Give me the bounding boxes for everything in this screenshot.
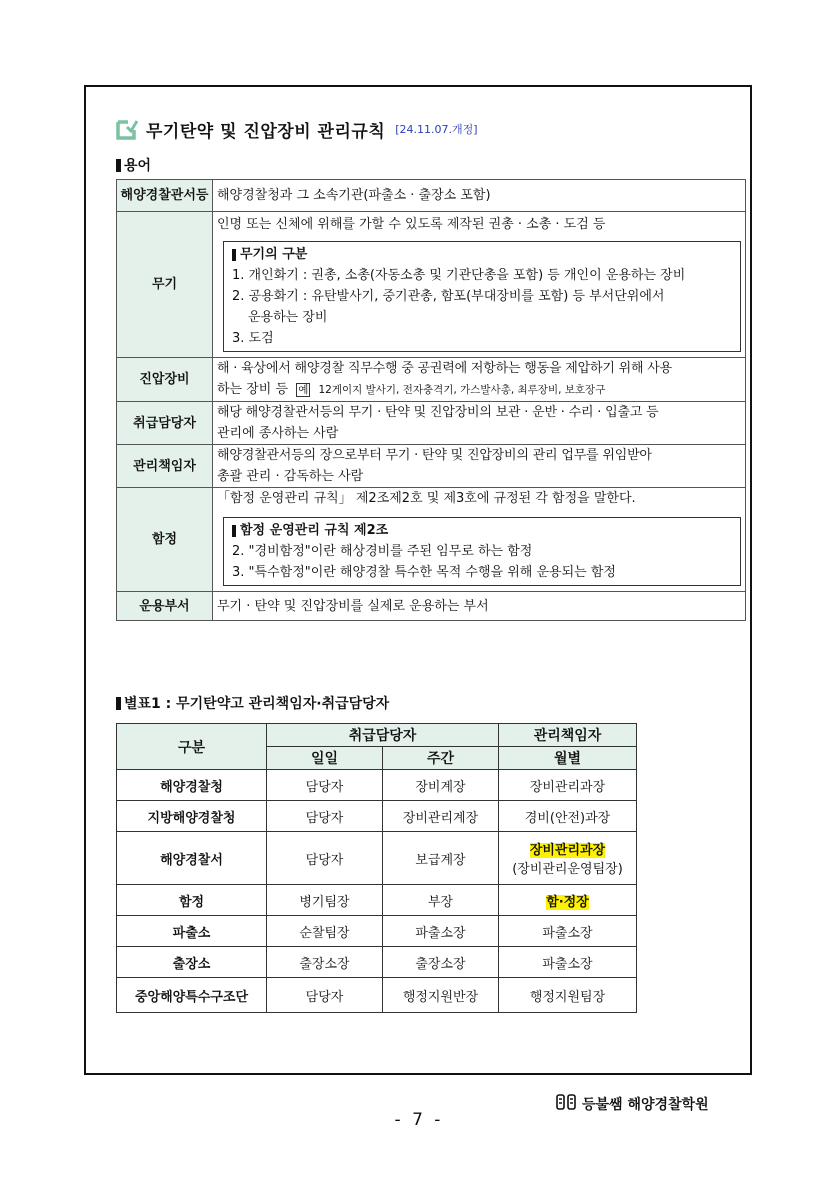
annex-heading: 별표1 : 무기탄약고 관리책임자·취급담당자: [116, 693, 389, 713]
term-label: 운용부서: [117, 592, 213, 621]
table-row: [117, 488, 746, 592]
term-definition: 무기 · 탄약 및 진압장비를 실제로 운용하는 부서: [213, 592, 746, 621]
list-item: 1. 개인화기 : 권총, 소총(자동소총 및 기관단총을 포함) 등 개인이 운용하는 장비: [232, 268, 686, 283]
table-row: [117, 358, 746, 402]
org-cell: 해양경찰청: [117, 770, 267, 801]
term-definition-line2: 하는 장비 등 예 12게이지 발사기, 전자충격기, 가스발사총, 최루장비, 보호장구: [217, 382, 606, 397]
list-item: 3. "특수함정"이란 해양경찰 특수한 목적 수행을 위해 운용되는 함정: [232, 565, 616, 580]
footer-brand: 등불쌤 해양경찰학원: [556, 1093, 709, 1115]
table-row: [117, 916, 637, 947]
bullet-bar-icon: [232, 525, 236, 537]
org-cell: 파출소: [117, 916, 267, 947]
table-row: [117, 801, 637, 832]
monthly-note: (장비관리운영팀장): [512, 862, 623, 877]
term-definition: 해당 해양경찰관서등의 무기 · 탄약 및 진압장비의 보관 · 운반 · 수리 · 입출고 등: [217, 405, 659, 420]
term-label: 무기: [117, 212, 213, 358]
example-list: 12게이지 발사기, 전자충격기, 가스발사총, 최루장비, 보호장구: [318, 384, 606, 396]
title-square-icon: [116, 118, 138, 140]
table-row: [117, 180, 746, 212]
term-definition-cell: [213, 358, 746, 402]
weekly-cell: 부장: [383, 885, 499, 916]
org-cell: 해양경찰서: [117, 832, 267, 885]
table-row: [117, 445, 746, 488]
bullet-bar-icon: [116, 697, 121, 710]
term-label: 해양경찰관서등: [117, 180, 213, 212]
term-definition-cell: [213, 488, 746, 592]
table-row: [117, 832, 637, 885]
page-number: - 7 -: [394, 1110, 444, 1130]
term-definition-cell: [213, 212, 746, 358]
term-definition-cell: [213, 402, 746, 445]
monthly-cell: 경비(안전)과장: [499, 801, 637, 832]
list-item: 2. "경비함정"이란 해상경비를 주된 임무로 하는 함정: [232, 544, 533, 559]
term-definition-line2: 총괄 관리 · 감독하는 사람: [217, 469, 364, 484]
weekly-cell: 행정지원반장: [383, 978, 499, 1013]
weapon-classification-box: [223, 241, 741, 352]
table-row: [117, 212, 746, 358]
term-label: 진압장비: [117, 358, 213, 402]
monthly-cell: [499, 832, 637, 885]
monthly-cell: 장비관리과장: [499, 770, 637, 801]
table-row: [117, 592, 746, 621]
header-weekly: 주간: [383, 747, 499, 770]
table-row: [117, 885, 637, 916]
box-heading: 함정 운영관리 규칙 제2조: [232, 520, 732, 541]
daily-cell: 출장소장: [267, 947, 383, 978]
term-label: 취급담당자: [117, 402, 213, 445]
term-definition: 해 · 육상에서 해양경찰 직무수행 중 공권력에 저항하는 행동을 제압하기 위해 사용: [217, 361, 673, 376]
highlighted-value: 함·정장: [546, 894, 589, 910]
weekly-cell: 장비계장: [383, 770, 499, 801]
terms-table: [116, 179, 746, 621]
daily-cell: 병기팀장: [267, 885, 383, 916]
monthly-cell: 파출소장: [499, 916, 637, 947]
weekly-cell: 파출소장: [383, 916, 499, 947]
header-daily: 일일: [267, 747, 383, 770]
table-row: [117, 978, 637, 1013]
page-title: 무기탄약 및 진압장비 관리규칙: [146, 121, 386, 142]
daily-cell: 순찰팀장: [267, 916, 383, 947]
org-cell: 지방해양경찰청: [117, 801, 267, 832]
weekly-cell: 보급계장: [383, 832, 499, 885]
header-category: 구분: [117, 724, 267, 770]
header-monthly: 월별: [499, 747, 637, 770]
daily-cell: 담당자: [267, 801, 383, 832]
term-definition: 해양경찰청과 그 소속기관(파출소 · 출장소 포함): [213, 180, 746, 212]
box-heading: 무기의 구분: [232, 244, 732, 265]
header-handler: 취급담당자: [267, 724, 499, 747]
header-row: [117, 724, 637, 747]
list-item: 3. 도검: [232, 331, 274, 346]
weekly-cell: 출장소장: [383, 947, 499, 978]
table-row: [117, 402, 746, 445]
term-definition: 「함정 운영관리 규칙」 제2조제2호 및 제3호에 규정된 각 함정을 말한다.: [217, 491, 636, 506]
monthly-cell: 행정지원팀장: [499, 978, 637, 1013]
org-cell: 중앙해양특수구조단: [117, 978, 267, 1013]
example-mark: 예: [298, 384, 309, 396]
daily-cell: 담당자: [267, 770, 383, 801]
org-cell: 출장소: [117, 947, 267, 978]
term-label: 함정: [117, 488, 213, 592]
term-definition: 해양경찰관서등의 장으로부터 무기 · 탄약 및 진압장비의 관리 업무를 위임받아: [217, 448, 652, 463]
header-manager: 관리책임자: [499, 724, 637, 747]
daily-cell: 담당자: [267, 978, 383, 1013]
org-cell: 함정: [117, 885, 267, 916]
term-definition-line2: 관리에 종사하는 사람: [217, 426, 339, 441]
monthly-cell: 파출소장: [499, 947, 637, 978]
table-row: [117, 770, 637, 801]
daily-cell: 담당자: [267, 832, 383, 885]
term-definition-cell: [213, 445, 746, 488]
revision-note: [24.11.07.개정]: [395, 123, 478, 136]
vessel-rule-box: [223, 517, 741, 586]
section-terms-heading: 용어: [116, 155, 151, 175]
monthly-cell: [499, 885, 637, 916]
list-item: 운용하는 장비: [248, 310, 328, 325]
title-row: [116, 116, 478, 142]
weekly-cell: 장비관리계장: [383, 801, 499, 832]
highlighted-value: 장비관리과장: [529, 843, 606, 858]
list-item: 2. 공용화기 : 유탄발사기, 중기관총, 함포(부대장비를 포함) 등 부서단위에서: [232, 289, 665, 304]
annex-table: [116, 723, 637, 1013]
term-definition: 인명 또는 신체에 위해를 가할 수 있도록 제작된 권총 · 소총 · 도검 등: [217, 217, 606, 232]
term-label: 관리책임자: [117, 445, 213, 488]
table-row: [117, 947, 637, 978]
bullet-bar-icon: [116, 159, 121, 172]
bullet-bar-icon: [232, 249, 236, 261]
